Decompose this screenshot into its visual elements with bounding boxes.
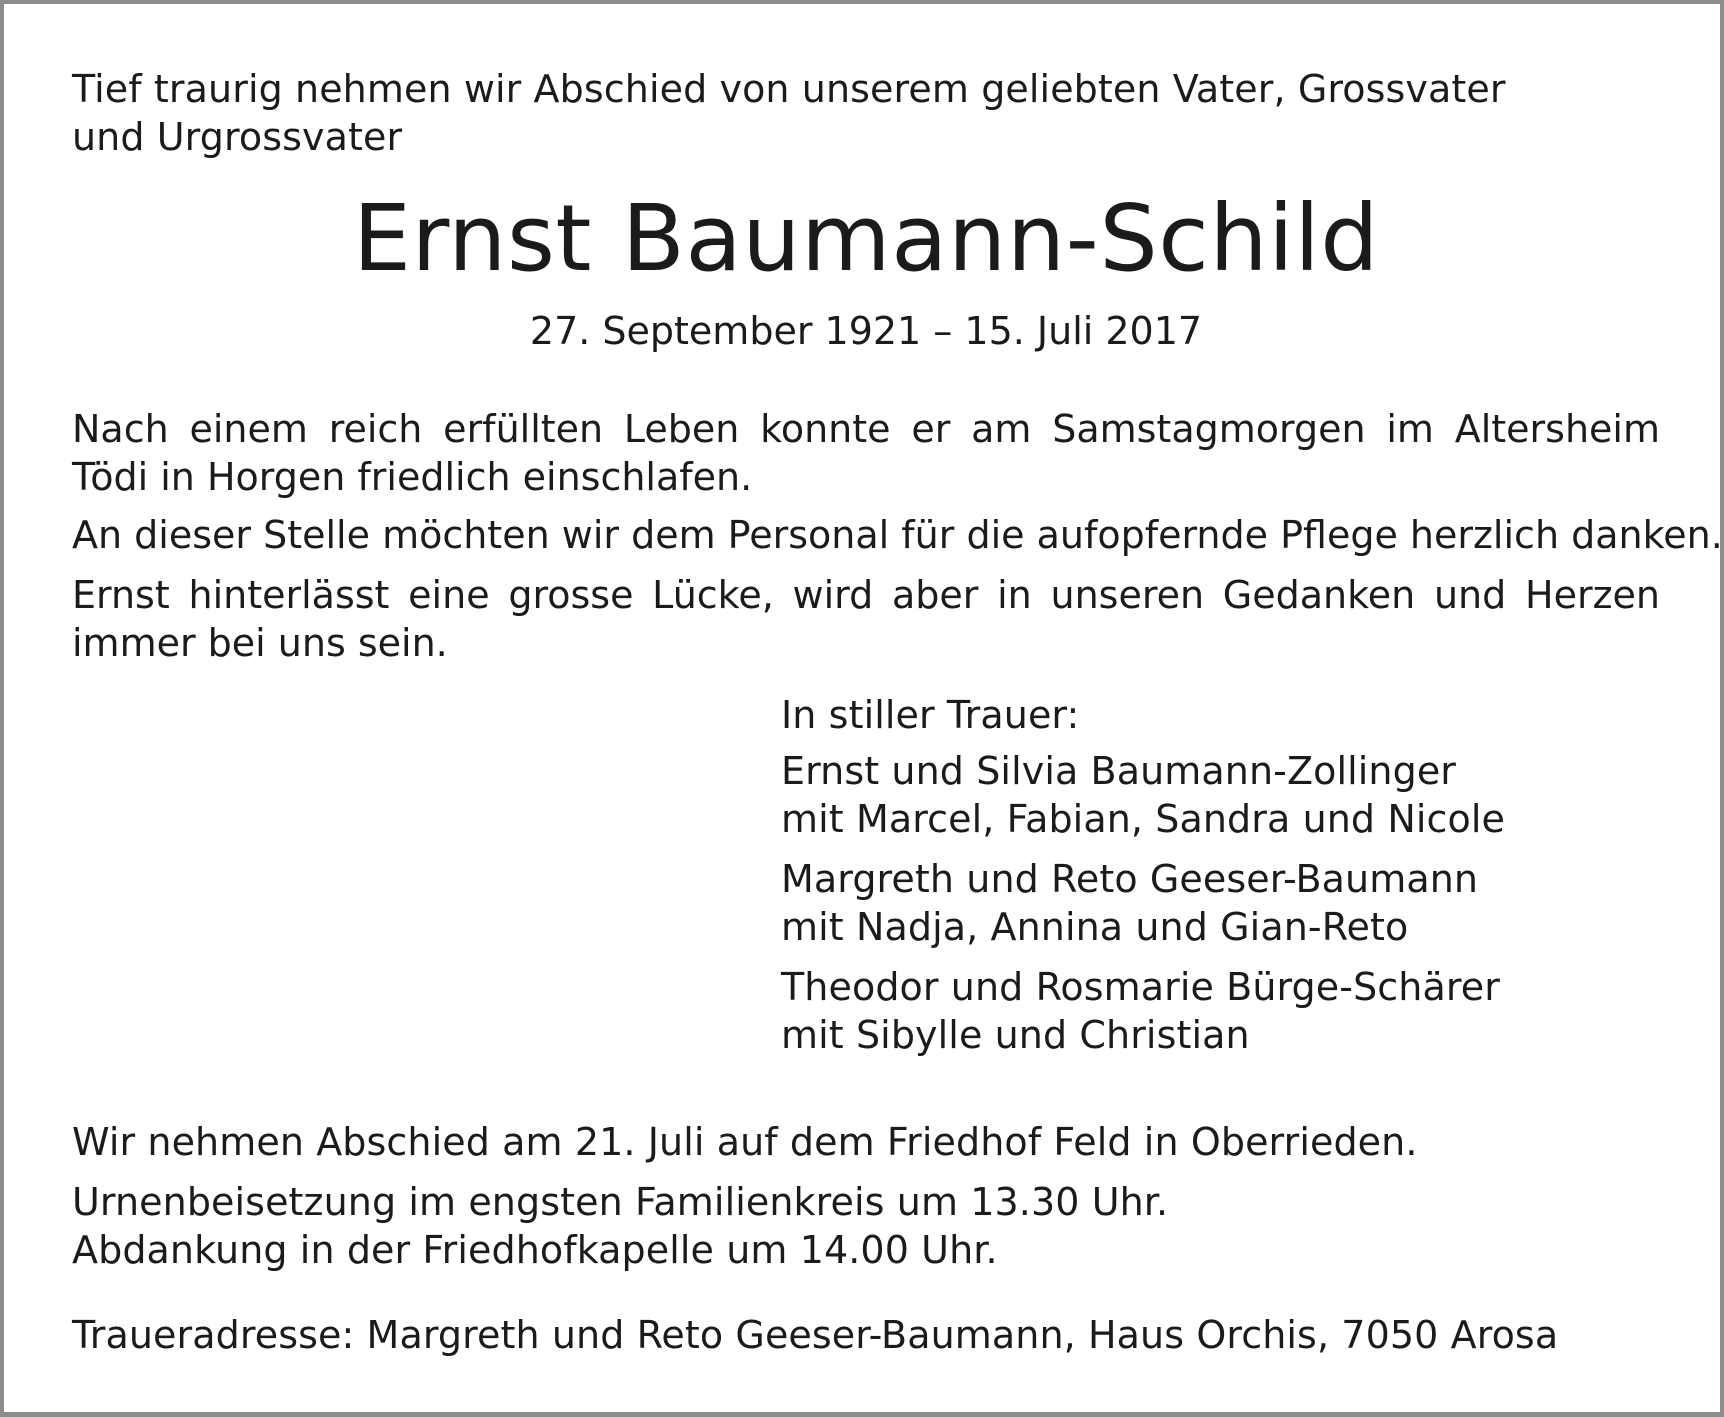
mourner-family-children: mit Sibylle und Christian [781,1013,1250,1057]
mourner-family [781,855,1478,951]
mourners-heading: In stiller Trauer: [781,693,1080,737]
burial-schedule [72,1178,1168,1274]
mourner-family-names: Ernst und Silvia Baumann-Zollinger [781,749,1457,793]
funeral-service-time: Abdankung in der Friedhofkapelle um 14.00 Uhr. [72,1228,998,1272]
paragraph-remembrance: Ernst hinterlässt eine grosse Lücke, wird aber in unseren Gedanken und Herzen immer bei uns sein. [72,573,1660,665]
farewell-ceremony-info: Wir nehmen Abschied am 21. Juli auf dem Friedhof Feld in Oberrieden. [72,1120,1418,1164]
mourner-family-children: mit Nadja, Annina und Gian-Reto [781,905,1409,949]
mourning-address: Traueradresse: Margreth und Reto Geeser-Baumann, Haus Orchis, 7050 Arosa [72,1313,1559,1357]
mourner-family [781,963,1500,1059]
paragraph-peaceful-death: Nach einem reich erfüllten Leben konnte er am Samstagmorgen im Altersheim Tödi in Horgen friedlich einschlafen. [72,407,1660,499]
paragraph-thanks-staff: An dieser Stelle möchten wir dem Personal für die aufopfernde Pflege herzlich danken. [72,513,1723,557]
urn-burial-time: Urnenbeisetzung im engsten Familienkreis um 13.30 Uhr. [72,1180,1169,1224]
intro-line: und Urgrossvater [72,115,403,159]
life-dates: 27. September 1921 – 15. Juli 2017 [529,309,1203,353]
intro-line: Tief traurig nehmen wir Abschied von unserem geliebten Vater, Grossvater [72,67,1506,111]
intro-text [72,65,1506,161]
mourner-family-names: Theodor und Rosmarie Bürge-Schärer [781,965,1500,1009]
mourner-family-children: mit Marcel, Fabian, Sandra und Nicole [781,797,1505,841]
mourner-family [781,747,1505,843]
mourner-family-names: Margreth und Reto Geeser-Baumann [781,857,1479,901]
deceased-name: Ernst Baumann-Schild [352,185,1380,292]
